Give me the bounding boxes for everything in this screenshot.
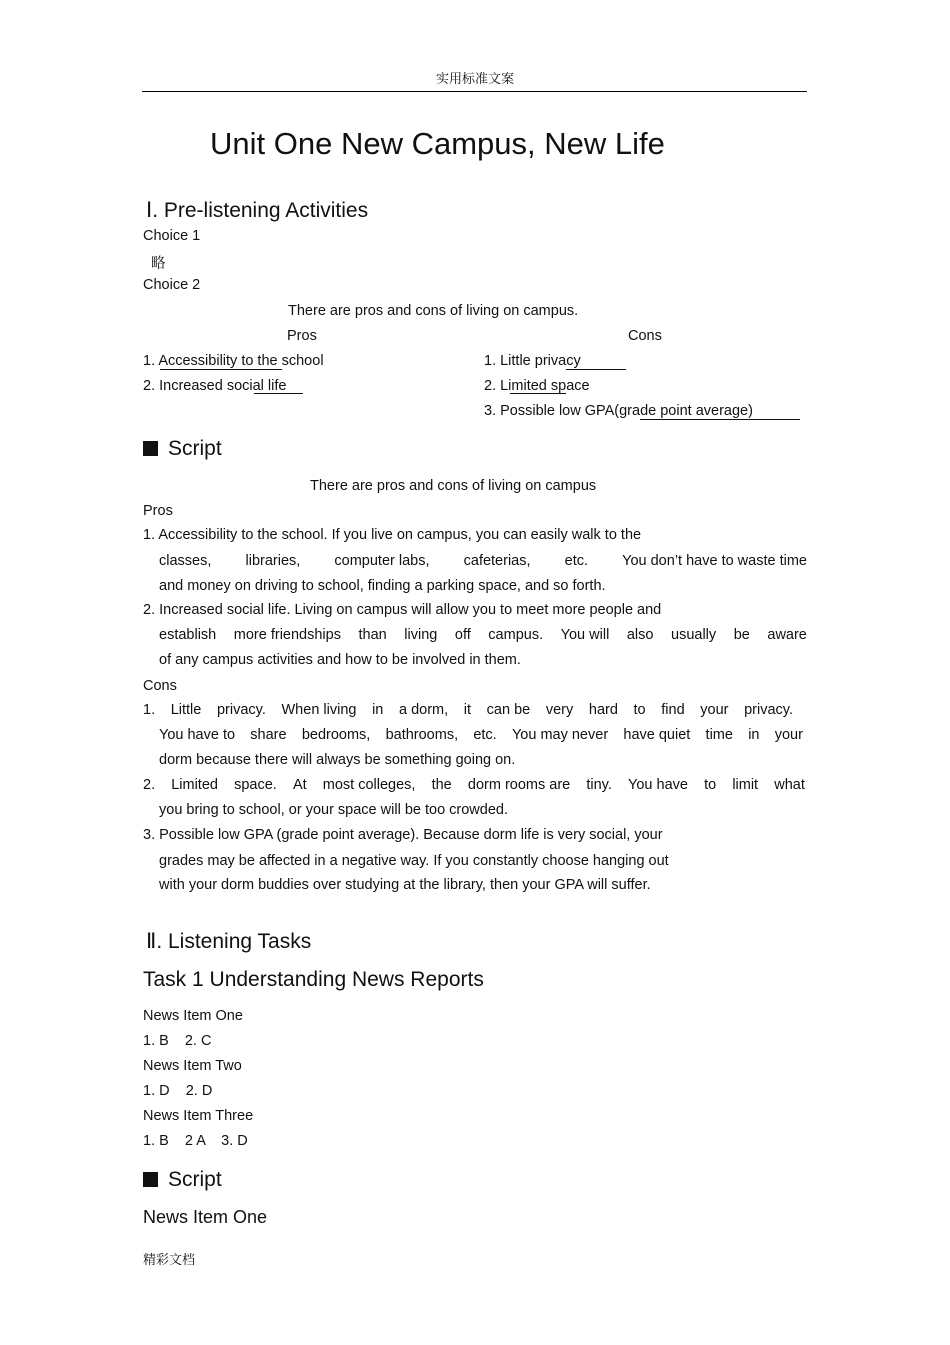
script-word: etc. <box>564 553 589 569</box>
script-word: You have <box>628 777 688 793</box>
script-word: more friendships <box>233 627 341 643</box>
script-word: 1. <box>143 702 156 718</box>
script-word: computer labs, <box>334 553 430 569</box>
answer-underline <box>510 393 566 394</box>
script-word: cafeterias, <box>463 553 531 569</box>
script-subheading: News Item One <box>143 1207 268 1227</box>
script-word: space. <box>234 777 277 793</box>
script-word: than <box>358 627 387 643</box>
script-word: privacy. <box>216 702 266 718</box>
script-word: limit <box>732 777 759 793</box>
script-word: off <box>454 627 471 643</box>
script-word: most colleges, <box>322 777 416 793</box>
script-word: classes, <box>159 553 212 569</box>
script-cons-label: Cons <box>143 678 177 694</box>
script-word: Limited <box>171 777 218 793</box>
script-word: bathrooms, <box>385 727 459 743</box>
script-word: it <box>463 702 472 718</box>
news-item-answers: 1. D 2. D <box>143 1083 213 1099</box>
script-word: etc. <box>473 727 497 743</box>
script-word: dorm rooms are <box>467 777 571 793</box>
news-item-label: News Item One <box>143 1008 243 1024</box>
section-heading-prelistening: Ⅰ. Pre-listening Activities <box>146 199 369 222</box>
script-word: 2. <box>143 777 156 793</box>
script-word: You have to <box>159 727 236 743</box>
script-line <box>159 727 803 743</box>
news-item-label: News Item Three <box>143 1108 254 1124</box>
choice1-label: Choice 1 <box>143 228 201 244</box>
script-word: You may never <box>511 727 609 743</box>
script-word: your <box>774 727 803 743</box>
cons-item: 2. Limited space <box>484 378 590 394</box>
script-pros-label: Pros <box>143 503 173 519</box>
script-title: There are pros and cons of living on campus <box>310 478 597 494</box>
page-header: 实用标准文案 <box>435 72 514 87</box>
script-line: of any campus activities and how to be involved in them. <box>159 652 521 668</box>
script-word: aware <box>767 627 807 643</box>
script-line <box>143 702 793 718</box>
script-word: find <box>661 702 685 718</box>
answer-underline <box>160 369 282 370</box>
square-bullet-icon <box>143 441 158 456</box>
answer-underline <box>566 369 626 370</box>
script-word: very <box>545 702 574 718</box>
script-word: Little <box>170 702 202 718</box>
square-bullet-icon <box>143 1172 158 1187</box>
script-word: establish <box>159 627 217 643</box>
script-word: usually <box>671 627 717 643</box>
script-word: a dorm, <box>399 702 449 718</box>
news-item-label: News Item Two <box>143 1058 242 1074</box>
answer-underline <box>254 393 303 394</box>
script-word: what <box>774 777 805 793</box>
script-line: and money on driving to school, finding a parking space, and so forth. <box>159 578 606 594</box>
script-word: privacy. <box>744 702 793 718</box>
script-word: hard <box>588 702 618 718</box>
script-line: dorm because there will always be something going on. <box>159 752 516 768</box>
script-word: You don’t have to waste time <box>622 553 807 569</box>
script-line: grades may be affected in a negative way. If you constantly choose hanging out <box>159 853 669 869</box>
script-line: 1. Accessibility to the school. If you live on campus, you can easily walk to the <box>143 527 642 543</box>
script-heading <box>143 437 222 461</box>
cons-header: Cons <box>628 328 662 344</box>
cons-item: 1. Little privacy <box>484 353 581 369</box>
answer-underline <box>640 419 800 420</box>
page-title: Unit One New Campus, New Life <box>210 126 665 161</box>
script-word: can be <box>486 702 531 718</box>
choice2-label: Choice 2 <box>143 277 201 293</box>
pros-cons-statement: There are pros and cons of living on campus. <box>288 303 579 319</box>
script-word: to <box>704 777 717 793</box>
task-heading: Task 1 Understanding News Reports <box>143 968 484 991</box>
script-word: You will <box>560 627 610 643</box>
cons-item: 3. Possible low GPA(grade point average) <box>484 403 753 419</box>
script-word: living <box>404 627 438 643</box>
script-line <box>159 553 807 569</box>
script-word: be <box>733 627 750 643</box>
script-heading <box>143 1168 222 1192</box>
script-word: campus. <box>488 627 544 643</box>
pros-item: 2. Increased social life <box>143 378 287 394</box>
script-line: 3. Possible low GPA (grade point average). Because dorm life is very social, your <box>143 827 663 843</box>
page-footer: 精彩文档 <box>143 1253 196 1268</box>
news-item-answers: 1. B 2 A 3. D <box>143 1133 248 1149</box>
choice1-answer: 略 <box>151 256 166 272</box>
script-word: share <box>250 727 287 743</box>
header-rule <box>142 91 807 92</box>
script-line: 2. Increased social life. Living on campus will allow you to meet more people and <box>143 602 662 618</box>
script-word: to <box>633 702 646 718</box>
script-heading-text: Script <box>168 437 222 460</box>
script-word: have quiet <box>623 727 691 743</box>
script-word: in <box>748 727 760 743</box>
script-word: also <box>626 627 654 643</box>
section-heading-listening-tasks: Ⅱ. Listening Tasks <box>146 930 312 953</box>
script-heading-text: Script <box>168 1168 222 1191</box>
script-word: the <box>431 777 452 793</box>
script-line <box>159 627 807 643</box>
script-word: time <box>705 727 733 743</box>
script-word: tiny. <box>586 777 612 793</box>
script-word: libraries, <box>245 553 301 569</box>
script-word: your <box>700 702 729 718</box>
news-item-answers: 1. B 2. C <box>143 1033 212 1049</box>
script-line: with your dorm buddies over studying at the library, then your GPA will suffer. <box>159 877 651 893</box>
script-word: At <box>292 777 307 793</box>
script-line: you bring to school, or your space will be too crowded. <box>159 802 508 818</box>
script-word: in <box>372 702 384 718</box>
pros-item: 1. Accessibility to the school <box>143 353 324 369</box>
pros-header: Pros <box>287 328 317 344</box>
script-word: When living <box>281 702 357 718</box>
script-line <box>143 777 805 793</box>
script-word: bedrooms, <box>301 727 371 743</box>
